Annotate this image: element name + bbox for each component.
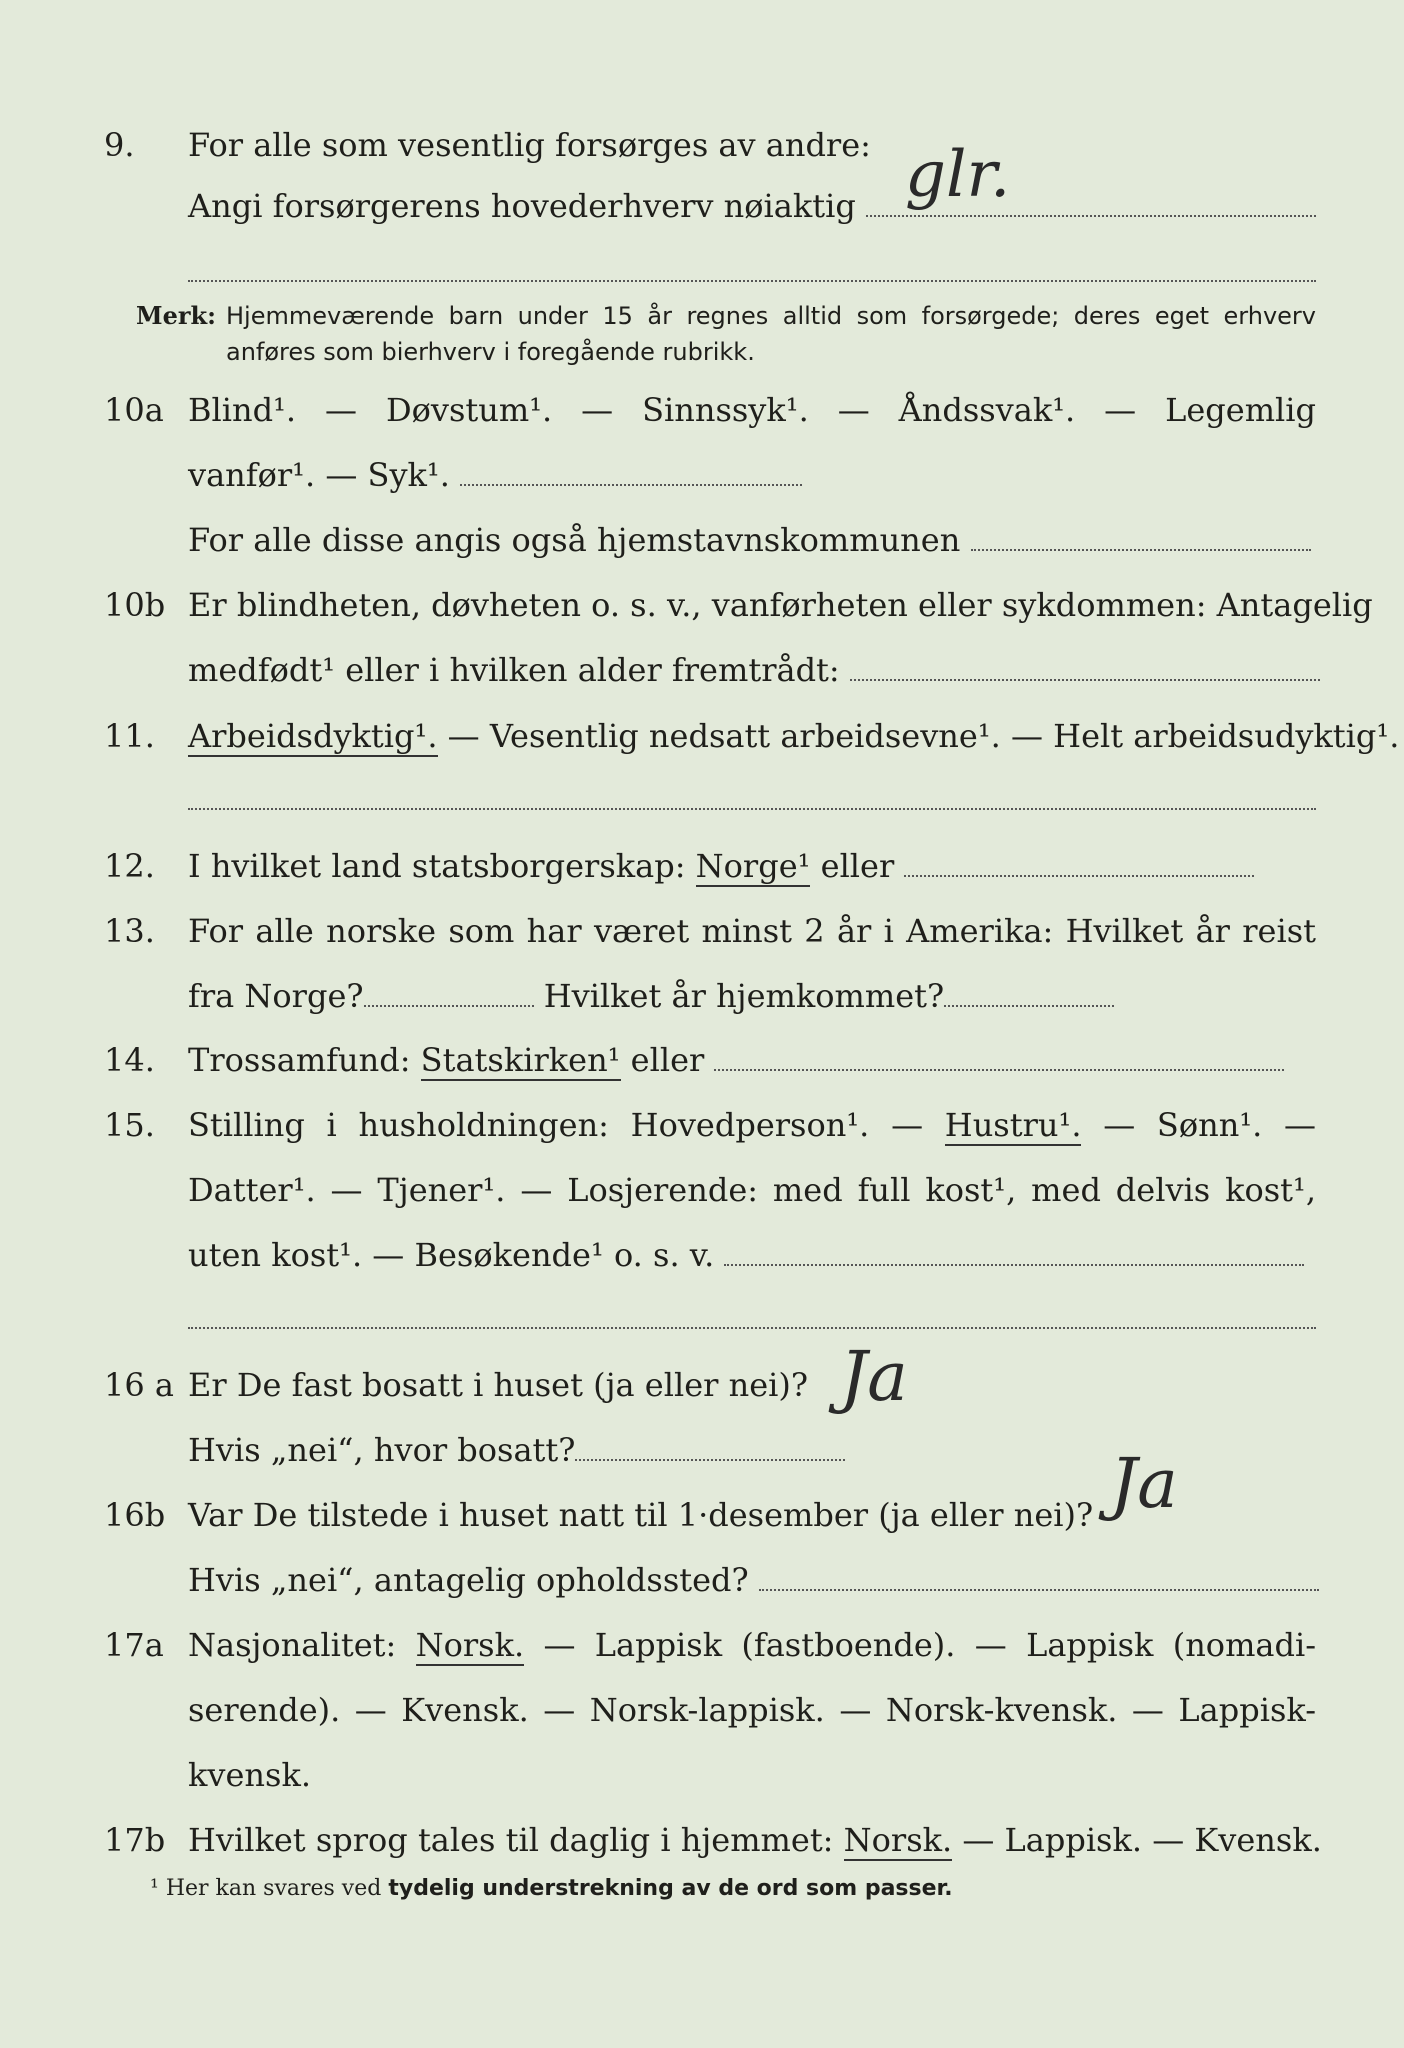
q12-answer-line[interactable] — [904, 847, 1254, 877]
q17b-row — [0, 1815, 1404, 1865]
q16b-row-2 — [0, 1555, 1404, 1605]
q10b-row-2 — [0, 645, 1404, 695]
q15-line1-pre: Stilling i husholdningen: Hovedperson¹. — — [188, 1106, 924, 1144]
q16a-number: 16 a — [104, 1366, 174, 1404]
q13-text-line1: For alle norske som har været minst 2 år i Amerika: Hvilket år reist — [188, 912, 1316, 950]
q16b-handwritten-answer: Ja — [1110, 1445, 1178, 1524]
q11-marked-option[interactable]: Arbeidsdyktig¹. — [188, 717, 438, 755]
q9-extra-answer-line[interactable] — [188, 280, 1316, 282]
q17a-number: 17a — [104, 1626, 164, 1664]
q11-answer-line[interactable] — [188, 808, 1316, 810]
q15-text-line2: Datter¹. — Tjener¹. — Losjerende: med full kost¹, med delvis kost¹, — [188, 1171, 1316, 1209]
q13-hjemkommet-label: Hvilket år hjemkommet? — [543, 977, 945, 1015]
q12-row — [0, 841, 1404, 891]
q10a-syk-answer-line[interactable] — [460, 456, 802, 486]
q16b-question: Var De tilstede i huset natt til 1·desember (ja eller nei)? — [188, 1496, 1094, 1534]
q17a-row-3 — [0, 1750, 1404, 1800]
q15-row-2 — [0, 1165, 1404, 1215]
q16b-opholdssted-label: Hvis „nei“, antagelig opholdssted? — [188, 1561, 749, 1599]
q17b-question: Hvilket sprog tales til daglig i hjemmet: — [188, 1821, 834, 1859]
q15-extra-answer-line[interactable] — [188, 1327, 1316, 1329]
q16b-number: 16b — [104, 1496, 166, 1534]
q10a-row-3 — [0, 515, 1404, 565]
q14-marked-option[interactable]: Statskirken¹ — [420, 1041, 621, 1079]
q16b-row — [0, 1490, 1404, 1540]
q14-number: 14. — [104, 1041, 155, 1079]
merk-label: Merk: — [136, 301, 216, 330]
q14-question: Trossamfund: — [188, 1041, 411, 1079]
q17b-marked-option[interactable]: Norsk. — [843, 1821, 953, 1859]
merk-line1: Hjemmeværende barn under 15 år regnes alltid som forsørgede; deres eget erhverv — [226, 302, 1316, 330]
q9-row-2 — [0, 181, 1404, 231]
q12-eller: eller — [820, 847, 895, 885]
q16a-bosatt-answer-line[interactable] — [575, 1431, 845, 1461]
q17a-row — [0, 1620, 1404, 1670]
q10a-row — [0, 385, 1404, 435]
q9-row — [0, 120, 1404, 170]
q14-eller: eller — [630, 1041, 705, 1079]
footnote-bold-text: tydelig understrekning av de ord som passer. — [388, 1876, 953, 1901]
q9-text-line1: For alle som vesentlig forsørges av andre: — [188, 126, 871, 164]
q13-reist-label: fra Norge? — [188, 977, 364, 1015]
q15-line1-post: — Sønn¹. — — [1103, 1106, 1317, 1144]
q13-number: 13. — [104, 912, 155, 950]
q9-text-line2: Angi forsørgerens hovederhverv nøiaktig — [188, 187, 856, 225]
q9-handwritten-answer: glr. — [905, 138, 1011, 212]
q12-marked-option[interactable]: Norge¹ — [695, 847, 811, 885]
q15-row-3 — [0, 1230, 1404, 1280]
q10a-text-line3: For alle disse angis også hjemstavnskommunen — [188, 521, 961, 559]
q10a-text-line2: vanfør¹. — Syk¹. — [188, 456, 450, 494]
q10a-text-line1: Blind¹. — Døvstum¹. — Sinnssyk¹. — Åndssvak¹. — Legemlig — [188, 391, 1316, 429]
q15-row — [0, 1100, 1404, 1150]
q17a-question: Nasjonalitet: — [188, 1626, 397, 1664]
q10a-number: 10a — [104, 391, 164, 429]
q11-number: 11. — [104, 717, 155, 755]
q10a-hjemstavn-answer-line[interactable] — [971, 521, 1311, 551]
q10b-row — [0, 580, 1404, 630]
q17a-line1-post: — Lappisk (fastboende). — Lappisk (nomadi- — [543, 1626, 1317, 1664]
q12-number: 12. — [104, 847, 155, 885]
q16b-opholdssted-answer-line[interactable] — [759, 1561, 1319, 1591]
q17a-row-2 — [0, 1685, 1404, 1735]
q16a-row-2 — [0, 1425, 1404, 1475]
q10b-text-line2: medfødt¹ eller i hvilken alder fremtrådt: — [188, 651, 840, 689]
q15-answer-line[interactable] — [724, 1236, 1304, 1266]
q15-number: 15. — [104, 1106, 155, 1144]
q17b-other-options: — Lappisk. — Kvensk. — [962, 1821, 1322, 1859]
footnote — [150, 1876, 953, 1901]
q13-row — [0, 906, 1404, 956]
q10b-answer-line[interactable] — [850, 651, 1320, 681]
q17a-marked-option[interactable]: Norsk. — [415, 1626, 525, 1664]
q10b-number: 10b — [104, 586, 166, 624]
q17a-text-line3: kvensk. — [188, 1756, 311, 1794]
q11-row — [0, 711, 1404, 761]
q13-hjemkommet-answer-line[interactable] — [944, 977, 1114, 1007]
q17a-text-line2: serende). — Kvensk. — Norsk-lappisk. — Norsk-kvensk. — Lappisk- — [188, 1691, 1316, 1729]
q11-other-options: — Vesentlig nedsatt arbeidsevne¹. — Helt arbeidsudyktig¹. — [447, 717, 1400, 755]
q16a-bosatt-label: Hvis „nei“, hvor bosatt? — [188, 1431, 576, 1469]
q10a-row-2 — [0, 450, 1404, 500]
q16a-handwritten-answer: Ja — [840, 1338, 908, 1417]
q13-row-2 — [0, 971, 1404, 1021]
q17b-number: 17b — [104, 1821, 166, 1859]
q16a-question: Er De fast bosatt i huset (ja eller nei)? — [188, 1366, 809, 1404]
q12-question: I hvilket land statsborgerskap: — [188, 847, 686, 885]
q14-answer-line[interactable] — [714, 1041, 1284, 1071]
footnote-text: Her kan svares ved — [165, 1876, 382, 1901]
merk-line2: anføres som bierhverv i foregående rubrikk. — [226, 338, 755, 366]
footnote-mark: ¹ — [150, 1876, 159, 1901]
q14-row — [0, 1035, 1404, 1085]
q10b-text-line1: Er blindheten, døvheten o. s. v., vanførheten eller sykdommen: Antagelig — [188, 586, 1373, 624]
q16a-row — [0, 1360, 1404, 1410]
q13-reist-answer-line[interactable] — [364, 977, 534, 1007]
q15-text-line3: uten kost¹. — Besøkende¹ o. s. v. — [188, 1236, 715, 1274]
q9-number: 9. — [104, 126, 135, 164]
q15-marked-option[interactable]: Hustru¹. — [944, 1106, 1082, 1144]
merk-note — [226, 298, 1316, 370]
